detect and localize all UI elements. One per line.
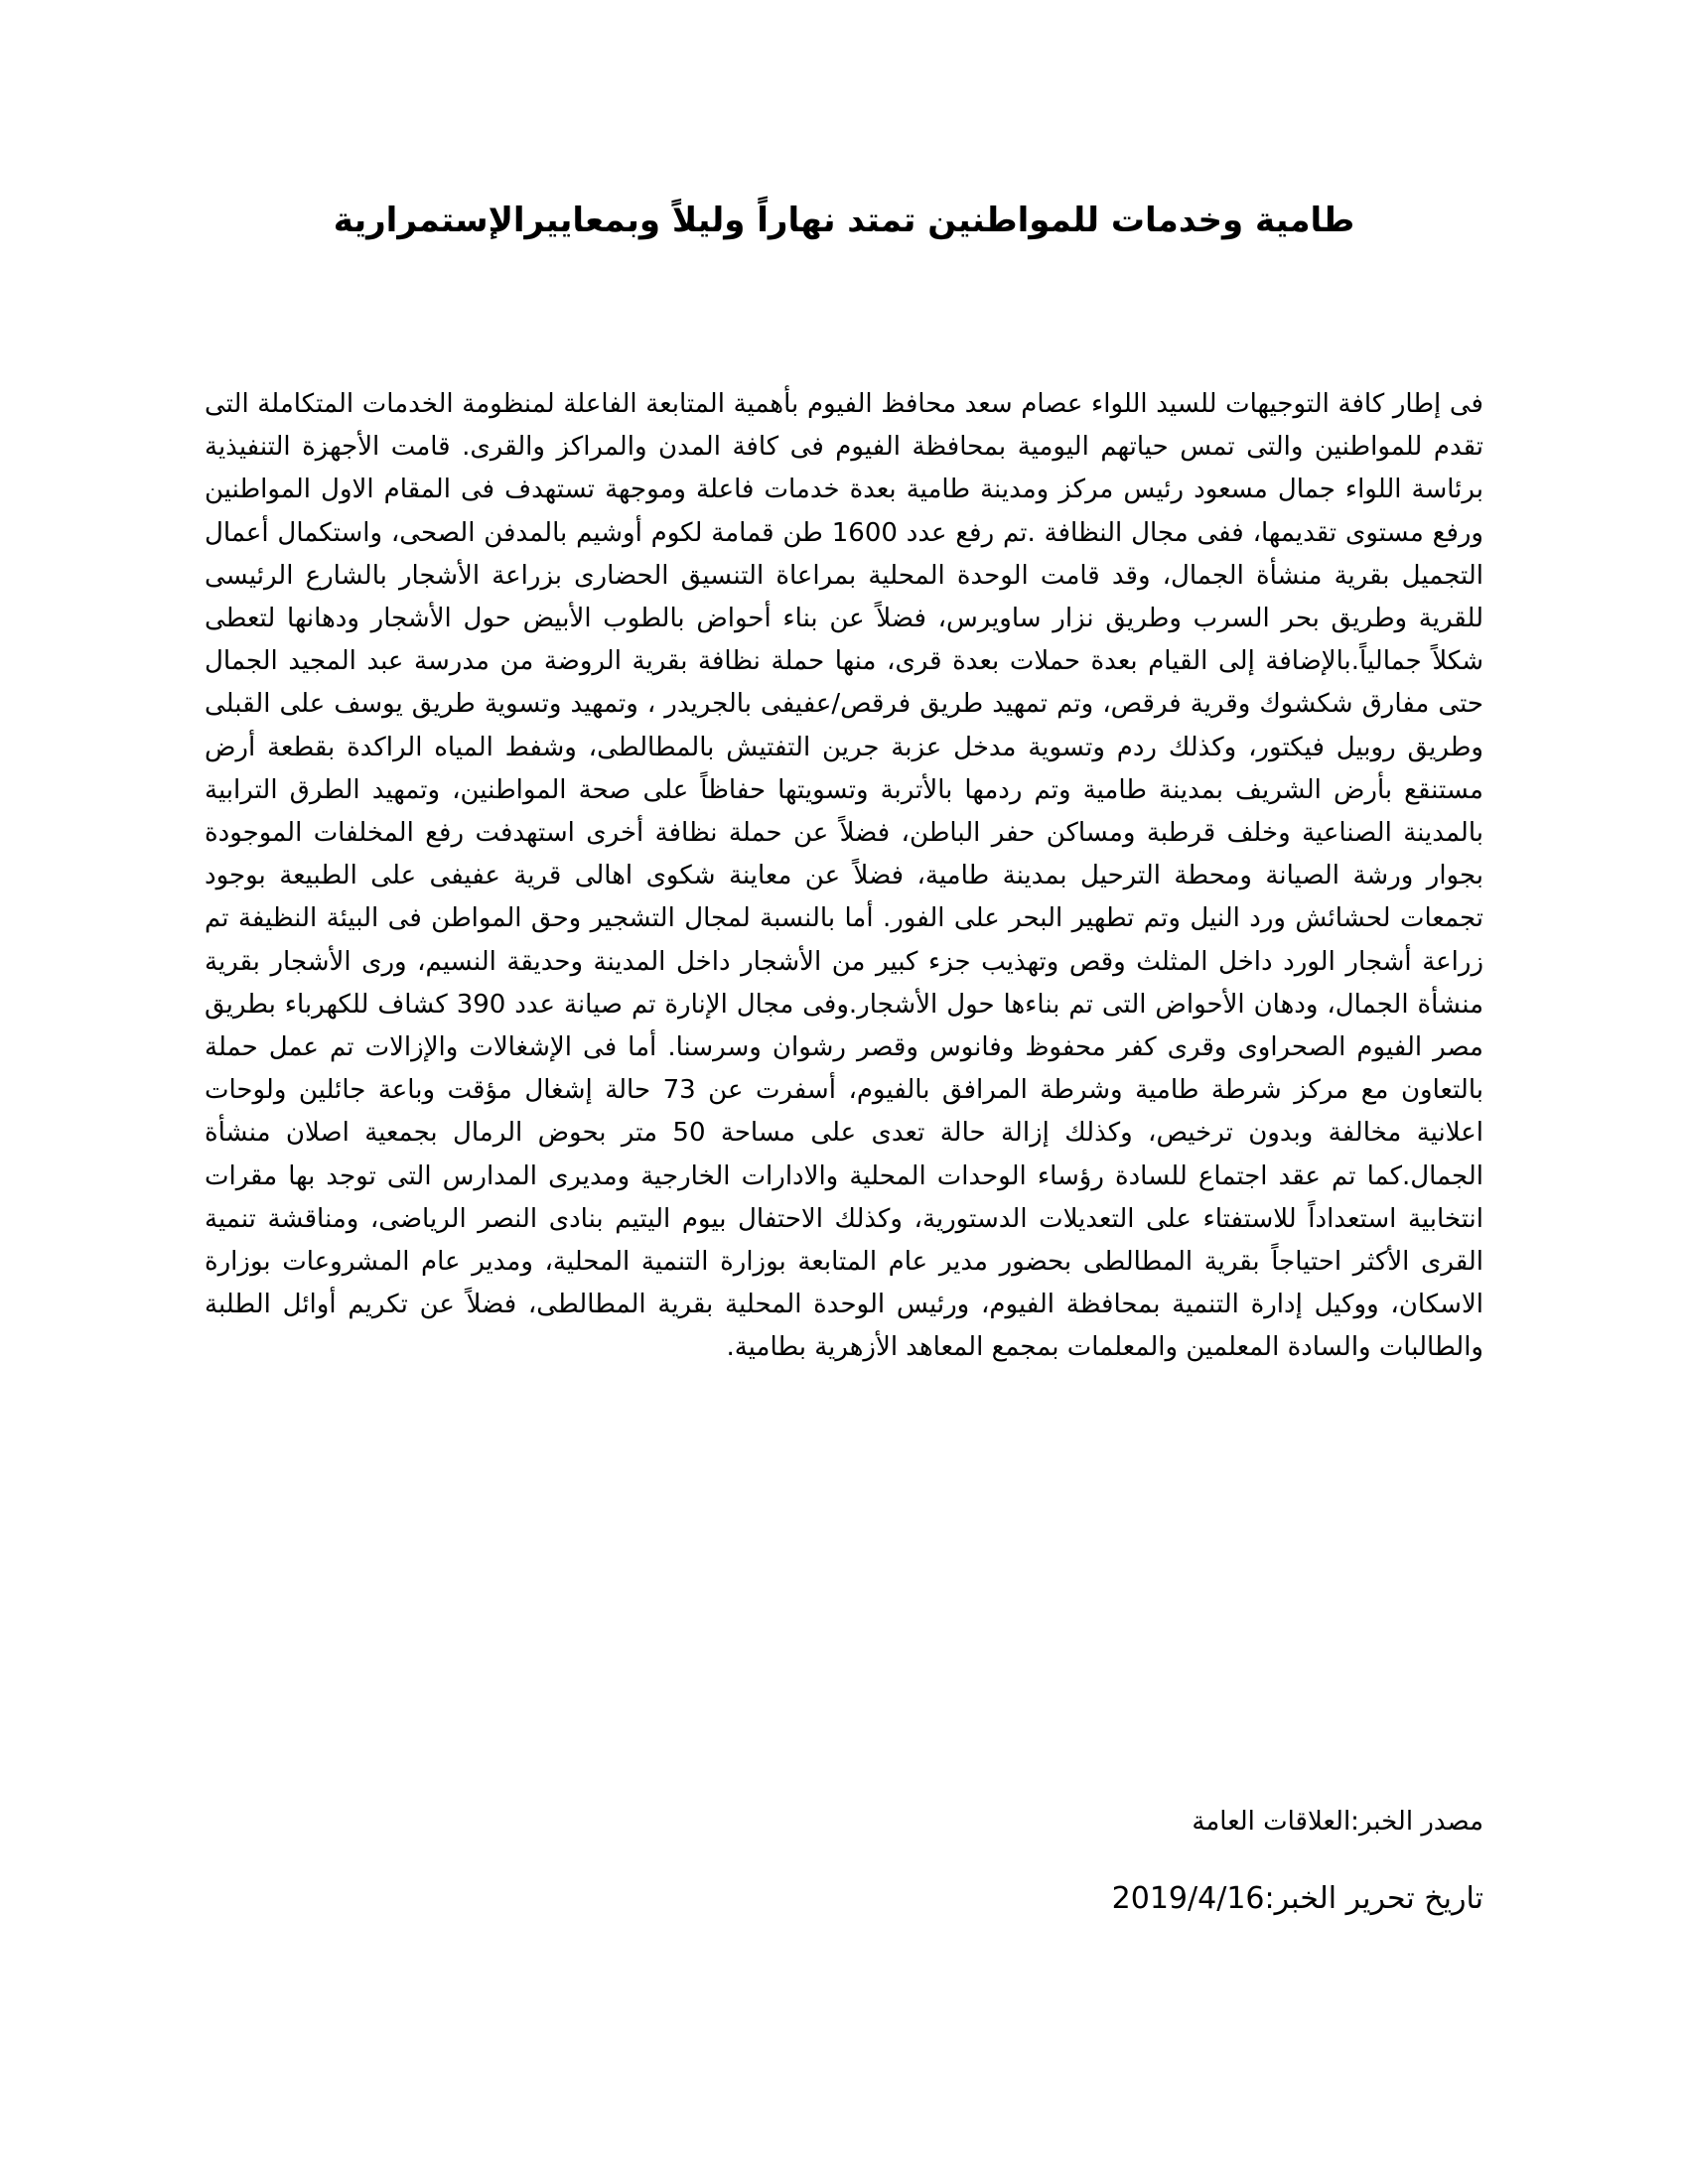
article-body: فى إطار كافة التوجيهات للسيد اللواء عصام سعد محافظ الفيوم بأهمية المتابعة الفاعلة لمنظومة الخدمات المتكاملة التى تقدم للمواطنين والتى تمس حياتهم اليومية بمحافظة الفيوم فى كافة المدن والمراكز والقرى. قامت الأجهزة التنفيذية برئاسة اللواء جمال مسعود رئيس مركز ومدينة طامية بعدة خدمات فاعلة وموجهة تستهدف فى المقام الاول المواطنين ورفع مستوى تقديمها، ففى مجال النظافة .تم رفع عدد 1600 طن قمامة لكوم أوشيم بالمدفن الصحى، واستكمال أعمال التجميل بقرية منشأة الجمال، وقد قامت الوحدة المحلية بمراعاة التنسيق الحضارى بزراعة الأشجار بالشارع الرئيسى للقرية وطريق بحر السرب وطريق نزار ساويرس، فضلاً عن بناء أحواض بالطوب الأبيض حول الأشجار ودهانها لتعطى شكلاً جمالياً.بالإضافة إلى القيام بعدة حملات بعدة قرى، منها حملة نظافة بقرية الروضة من مدرسة عبد المجيد الجمال حتى مفارق شكشوك وقرية فرقص، وتم تمهيد طريق فرقص/عفيفى بالجريدر ، وتمهيد وتسوية طريق يوسف على القبلى وطريق روبيل فيكتور، وكذلك ردم وتسوية مدخل عزبة جرين التفتيش بالمطالطى، وشفط المياه الراكدة بقطعة أرض مستنقع بأرض الشريف بمدينة طامية وتم ردمها بالأتربة وتسويتها حفاظاً على صحة المواطنين، وتمهيد الطرق الترابية بالمدينة الصناعية وخلف قرطبة ومساكن حفر الباطن، فضلاً عن حملة نظافة أخرى استهدفت رفع المخلفات الموجودة بجوار ورشة الصيانة ومحطة الترحيل بمدينة طامية، فضلاً عن معاينة شكوى اهالى قرية عفيفى على الطبيعة بوجود تجمعات لحشائش ورد النيل وتم تطهير البحر على الفور. أما بالنسبة لمجال التشجير وحق المواطن فى البيئة النظيفة تم زراعة أشجار الورد داخل المثلث وقص وتهذيب جزء كبير من الأشجار داخل المدينة وحديقة النسيم، ورى الأشجار بقرية منشأة الجمال، ودهان الأحواض التى تم بناءها حول الأشجار.وفى مجال الإنارة تم صيانة عدد 390 كشاف للكهرباء بطريق مصر الفيوم الصحراوى وقرى كفر محفوظ وفانوس وقصر رشوان وسرسنا. أما فى الإشغالات والإزالات تم عمل حملة بالتعاون مع مركز شرطة طامية وشرطة المرافق بالفيوم، أسفرت عن 73 حالة إشغال مؤقت وباعة جائلين ولوحات اعلانية مخالفة وبدون ترخيص، وكذلك إزالة حالة تعدى على مساحة 50 متر بحوض الرمال بجمعية اصلان منشأة الجمال.كما تم عقد اجتماع للسادة رؤساء الوحدات المحلية والادارات الخارجية ومديرى المدارس التى توجد بها مقرات انتخابية استعداداً للاستفتاء على التعديلات الدستورية، وكذلك الاحتفال بيوم اليتيم بنادى النصر الرياضى، ومناقشة تنمية القرى الأكثر احتياجاً بقرية المطالطى بحضور مدير عام المتابعة بوزارة التنمية المحلية، ومدير عام المشروعات بوزارة الاسكان، ووكيل إدارة التنمية بمحافظة الفيوم، ورئيس الوحدة المحلية بقرية المطالطى، فضلاً عن تكريم أوائل الطلبة والطالبات والسادة المعلمين والمعلمات بمجمع المعاهد الأزهرية بطامية. [205,389,1484,1363]
news-date: تاريخ تحرير الخبر:2019/4/16 [1111,1881,1483,1916]
article-title: طامية وخدمات للمواطنين تمتد نهاراً وليلاً وبمعاييرالإستمرارية [333,201,1355,240]
news-source: مصدر الخبر:العلاقات العامة [1192,1807,1483,1837]
